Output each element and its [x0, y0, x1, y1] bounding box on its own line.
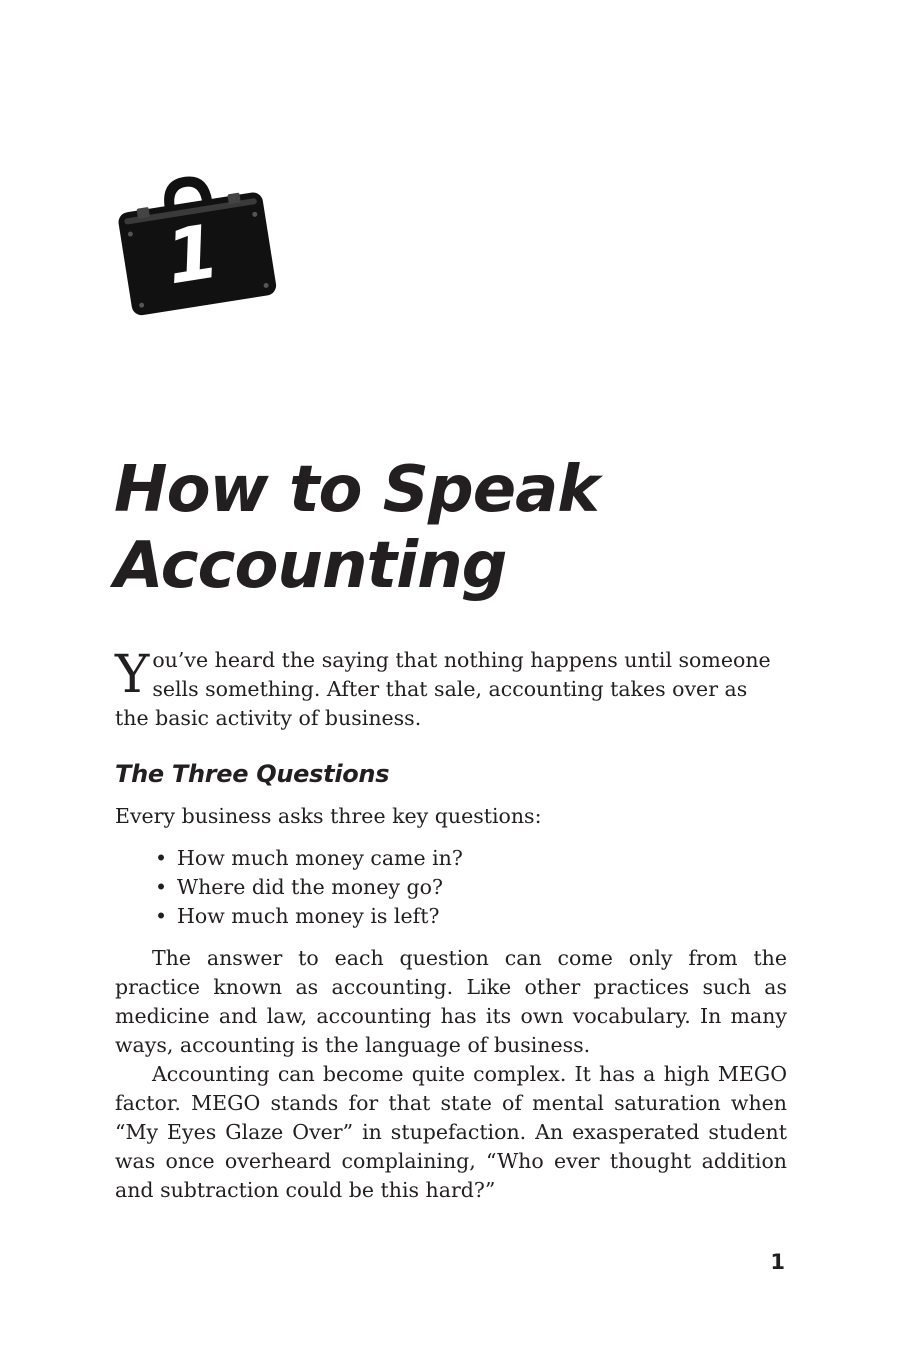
paragraph: The answer to each question can come only from the practice known as accounting. Like other practices such as medicine and law, accounting has its own vocabulary. In many ways, accounting is the language of business. — [115, 946, 787, 1057]
paragraph: Accounting can become quite complex. It has a high MEGO factor. MEGO stands for that state of mental saturation when “My Eyes Glaze Over” in stupefaction. An exasperated student was once overheard complaining, “Who ever thought addition and subtraction could be this hard?” — [115, 1062, 787, 1202]
drop-cap: Y — [115, 645, 150, 705]
chapter-number: 1 — [160, 208, 225, 302]
intro-paragraph — [115, 646, 787, 733]
section-heading: The Three Questions — [115, 760, 390, 788]
list-item: • Where did the money go? — [153, 873, 463, 902]
question-list — [153, 844, 463, 931]
chapter-title-line-2: Accounting — [114, 529, 507, 603]
chapter-title — [114, 452, 599, 604]
briefcase-icon — [110, 168, 282, 316]
body-paragraphs — [115, 944, 787, 1205]
chapter-title-line-1: How to Speak — [114, 453, 599, 527]
intro-text: ou’ve heard the saying that nothing happens until someone sells something. After that sale, accounting takes over as the basic activity of business. — [115, 648, 771, 730]
page-number: 1 — [770, 1250, 785, 1274]
bullet-icon: • — [155, 846, 168, 870]
list-item: • How much money is left? — [153, 902, 463, 931]
section-lead: Every business asks three key questions: — [115, 804, 542, 828]
list-item: • How much money came in? — [153, 844, 463, 873]
bullet-icon: • — [155, 875, 168, 899]
bullet-icon: • — [155, 904, 168, 928]
